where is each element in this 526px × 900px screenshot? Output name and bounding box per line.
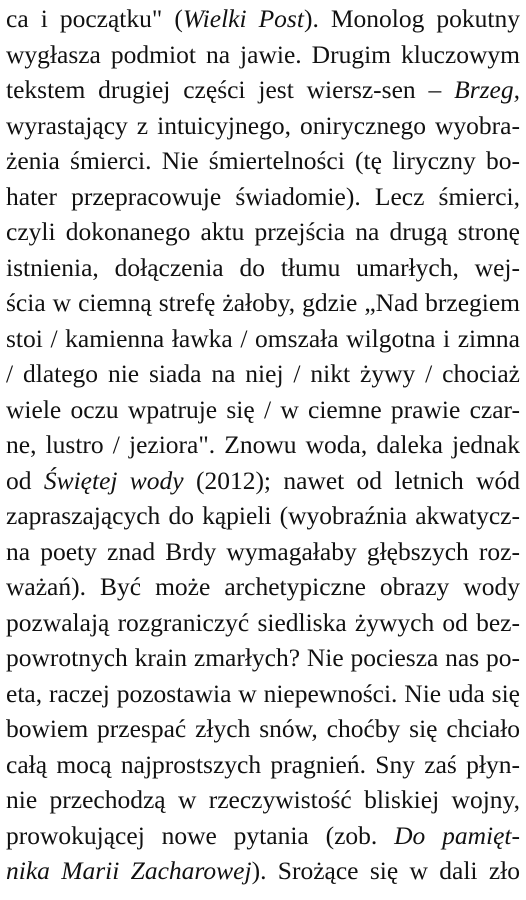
body-text: ca i początku" ( (6, 4, 183, 33)
body-text: wyrastający z intuicyjnego, onirycznego wyobra- (6, 110, 520, 140)
italic-title-text: nika Marii Zacharowej (6, 856, 252, 885)
text-line (6, 534, 520, 570)
body-text: stoi / kamienna ławka / omszała wilgotna i zimna (6, 323, 520, 353)
italic-title-text: Wielki Post (182, 4, 304, 33)
italic-title-text: Do pamięt- (394, 820, 520, 850)
text-line (6, 179, 520, 215)
body-text: wiele oczu wpatruje się / w ciemne prawie czar- (6, 394, 520, 424)
text-line (6, 818, 520, 854)
text-line (6, 676, 520, 712)
text-line (6, 72, 520, 108)
body-text: eta, raczej pozostawia w niepewności. Nie uda się (6, 678, 520, 708)
body-text: zapraszających do kąpieli (wyobraźnia akwatycz- (6, 501, 520, 530)
body-text: ). Monolog pokutny (303, 4, 521, 33)
body-text: całą mocą najprostszych pragnień. Sny zaś płyn- (6, 749, 520, 779)
body-text: tekstem drugiej części jest wiersz-sen – (6, 75, 455, 104)
text-line (6, 250, 520, 286)
text-line (6, 321, 520, 357)
text-line (6, 498, 520, 534)
italic-title-text: Świętej wody (43, 465, 184, 495)
body-text: prowokującej nowe pytania (zob. (6, 820, 395, 850)
body-text: istnienia, dołączenia do tłumu umarłych, wej- (6, 252, 520, 282)
body-text: na poety znad Brdy wymagałaby głębszych roz- (6, 536, 520, 566)
body-text: ważań). Być może archetypiczne obrazy wody (6, 572, 520, 601)
body-text: wygłasza podmiot na jawie. Drugim kluczowym (6, 39, 520, 69)
body-text: bowiem przespać złych snów, choćby się chciało (6, 714, 520, 743)
text-line (6, 605, 520, 641)
text-line (6, 1, 520, 37)
body-text: żenia śmierci. Nie śmiertelności (tę liryczny bo- (6, 146, 520, 175)
text-line (6, 143, 520, 179)
text-line (6, 853, 520, 889)
text-line (6, 569, 520, 605)
body-text: ). Srożące się w dali zło (251, 856, 520, 885)
body-text: (2012); nawet od letnich wód (183, 465, 520, 495)
italic-title-text: Brzeg, (454, 75, 520, 104)
text-line (6, 640, 520, 676)
text-line (6, 214, 520, 250)
body-text: ścia w ciemną strefę żałoby, gdzie „Nad brzegiem (6, 288, 520, 317)
body-text: / dlatego nie siada na niej / nikt żywy / chociaż (6, 359, 520, 388)
text-line (6, 711, 520, 747)
text-line (6, 392, 520, 428)
text-line (6, 747, 520, 783)
text-line (6, 37, 520, 73)
body-text: od (6, 465, 44, 495)
text-line (6, 463, 520, 499)
body-text: hater przepracowuje świadomie). Lecz śmierci, (6, 181, 520, 211)
text-line (6, 285, 520, 321)
text-line (6, 427, 520, 463)
text-line (6, 108, 520, 144)
text-line (6, 356, 520, 392)
body-text: nie przechodzą w rzeczywistość bliskiej wojny, (6, 785, 520, 814)
text-line (6, 782, 520, 818)
body-text: pozwalają rozgraniczyć siedliska żywych od bez- (6, 607, 520, 637)
body-text: ne, lustro / jeziora". Znowu woda, daleka jednak (6, 430, 520, 459)
body-text: powrotnych krain zmarłych? Nie pociesza nas po- (6, 643, 520, 672)
body-text: czyli dokonanego aktu przejścia na drugą stronę (6, 217, 520, 246)
